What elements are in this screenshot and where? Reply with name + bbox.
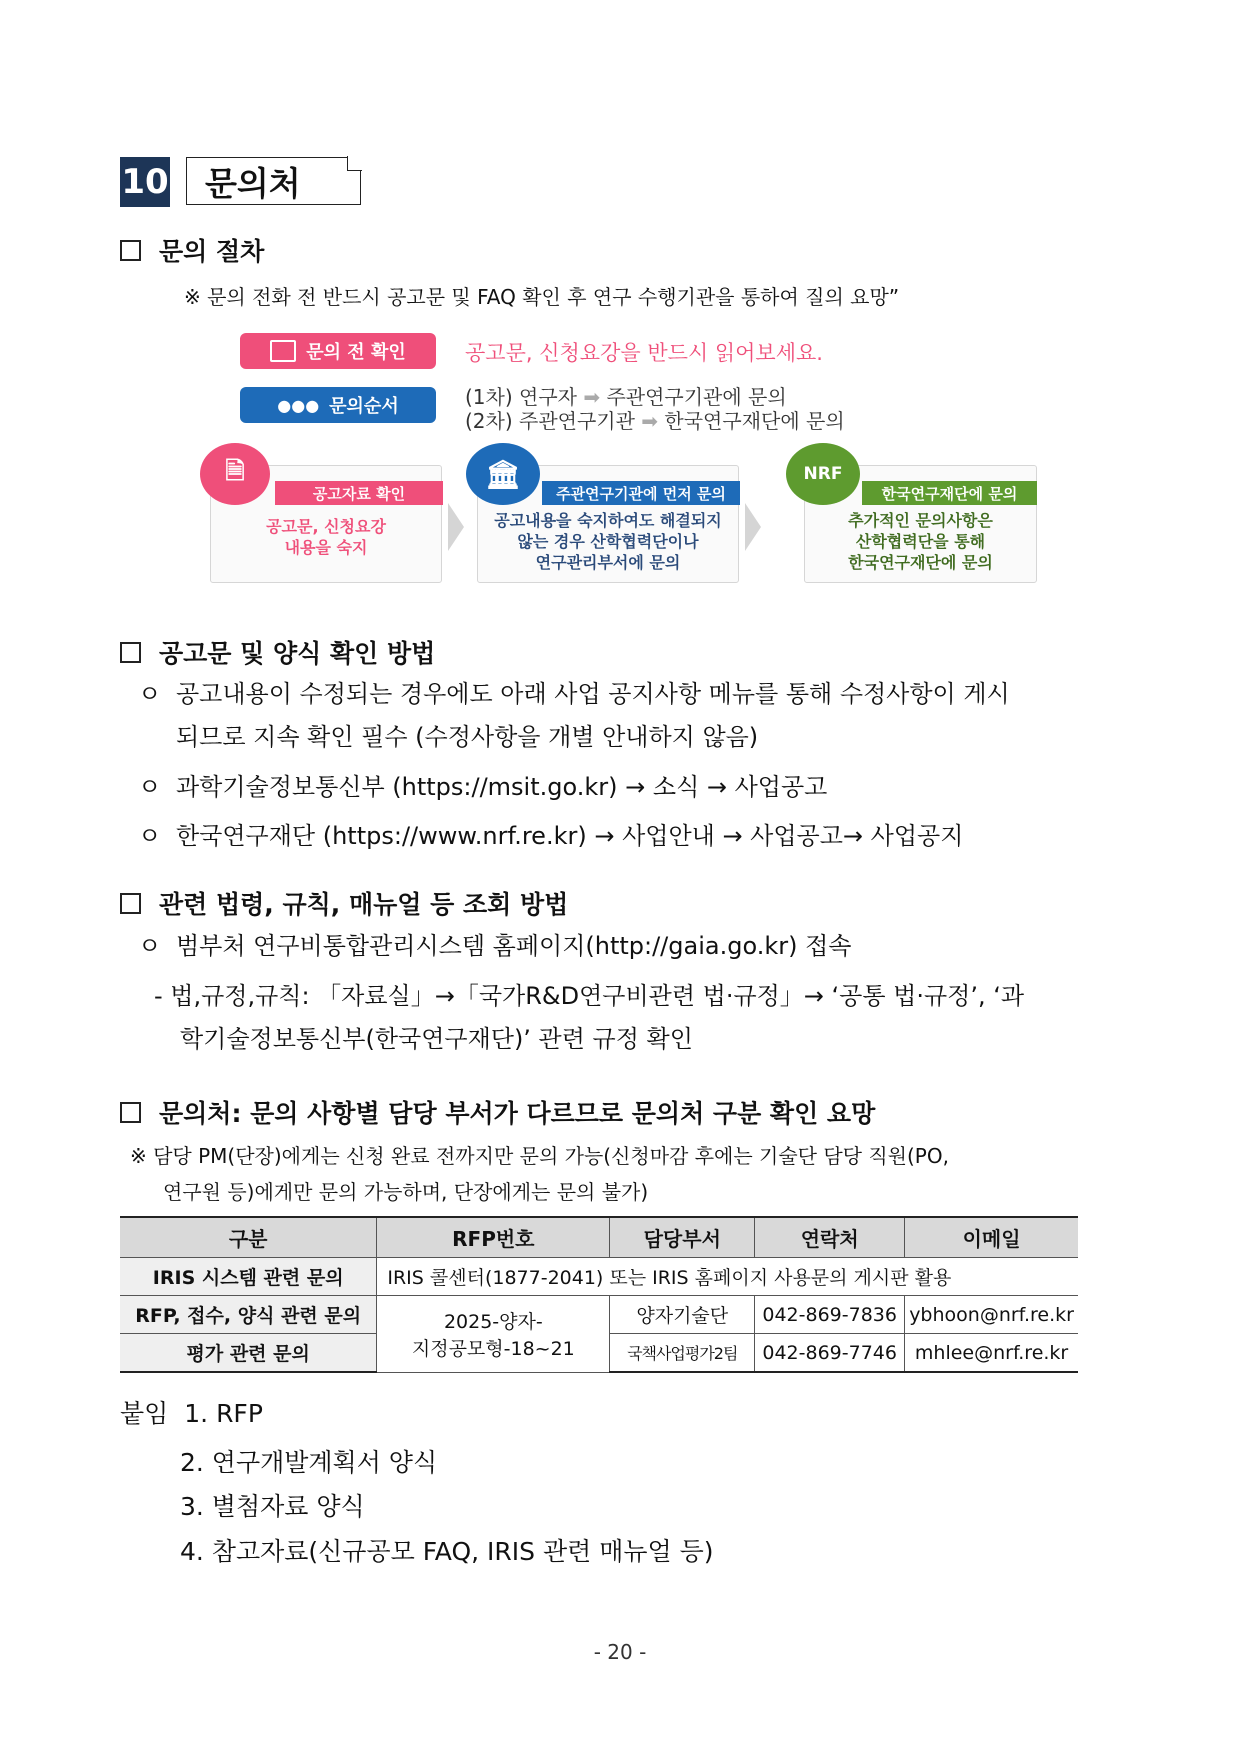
- section-number: 10: [120, 157, 170, 207]
- checkbox-square-icon: [120, 240, 141, 261]
- section-title-text: 문의처: [205, 163, 301, 203]
- check-method-heading-text: 공고문 및 양식 확인 방법: [159, 639, 436, 668]
- attachment-item-2: 2. 연구개발계획서 양식: [180, 1448, 438, 1477]
- bullet-circle-icon: ㅇ: [138, 680, 162, 708]
- card2-line-1: 공고내용을 숙지하여도 해결되지: [494, 511, 722, 530]
- chevron-right-icon: [745, 503, 761, 551]
- people-icon: ●●●: [277, 395, 320, 415]
- inquiry-infographic: [200, 325, 1050, 595]
- check-item-2: [138, 767, 827, 802]
- phone-quantum: 042-869-7836: [755, 1296, 905, 1334]
- card1-tag: 공고자료 확인: [275, 481, 443, 505]
- law-heading-text: 관련 법령, 규칙, 매뉴얼 등 조회 방법: [159, 890, 569, 919]
- order-step-1-from: (1차) 연구자: [465, 385, 577, 409]
- procedure-note: ※ 문의 전화 전 반드시 공고문 및 FAQ 확인 후 연구 수행기관을 통하여 질의 요망”: [184, 285, 900, 309]
- rfp-number-line-2: 지정공모형-18~21: [411, 1337, 575, 1360]
- check-item-2-text: 과학기술정보통신부 (https://msit.go.kr) → 소식 → 사업공고: [176, 773, 828, 801]
- email-quantum[interactable]: ybhoon@nrf.re.kr: [905, 1296, 1078, 1334]
- dept-evaluation: 국책사업평가2팀: [610, 1334, 755, 1373]
- contact-heading-text: 문의처: 문의 사항별 담당 부서가 다르므로 문의처 구분 확인 요망: [159, 1099, 876, 1128]
- card3-line-1: 추가적인 문의사항은: [848, 511, 993, 530]
- contact-note-line-2: 연구원 등)에게만 문의 가능하며, 단장에게는 문의 불가): [163, 1180, 649, 1204]
- order-pill: [240, 387, 436, 423]
- order-step-1-to: 주관연구기관에 문의: [606, 385, 787, 409]
- table-row: [120, 1258, 1078, 1296]
- header-email: 이메일: [905, 1217, 1078, 1258]
- order-step-2: [465, 405, 845, 434]
- law-item-text: 범부처 연구비통합관리시스템 홈페이지(http://gaia.go.kr) 접속: [176, 932, 852, 960]
- card3-tag: 한국연구재단에 문의: [862, 481, 1037, 505]
- document-search-icon: [270, 340, 296, 362]
- page-number: - 20 -: [593, 1640, 647, 1664]
- card2-tag: 주관연구기관에 먼저 문의: [542, 481, 740, 505]
- procedure-heading: [120, 232, 264, 268]
- row-label-iris: IRIS 시스템 관련 문의: [120, 1258, 377, 1296]
- attachment-item-4: 4. 참고자료(신규공모 FAQ, IRIS 관련 매뉴얼 등): [180, 1537, 714, 1566]
- card1-line-2: 내용을 숙지: [284, 538, 368, 557]
- header-phone: 연락처: [755, 1217, 905, 1258]
- rfp-number-cell: [377, 1296, 610, 1373]
- law-sub-line-1: - 법,규정,규칙: 「자료실」→「국가R&D연구비관련 법·규정」→ ‘공통 법·규정’, ‘과: [154, 982, 1025, 1010]
- nrf-logo-icon: NRF: [786, 443, 860, 505]
- corner-fold-icon: [347, 156, 362, 171]
- email-evaluation[interactable]: mhlee@nrf.re.kr: [905, 1334, 1078, 1373]
- check-method-heading: [120, 634, 435, 670]
- table-header-row: [120, 1217, 1078, 1258]
- check-item-1-line-1: [138, 674, 1010, 709]
- chevron-right-icon: [448, 503, 464, 551]
- phone-evaluation: 042-869-7746: [755, 1334, 905, 1373]
- contact-note-line-1: ※ 담당 PM(단장)에게는 신청 완료 전까지만 문의 가능(신청마감 후에는 기술단 담당 직원(PO,: [130, 1144, 949, 1168]
- card2-line-2: 않는 경우 산학협력단이나: [517, 532, 699, 551]
- contact-table: [120, 1216, 1078, 1373]
- checkbox-square-icon: [120, 642, 141, 663]
- attachment-item-3: 3. 별첨자료 양식: [180, 1492, 365, 1521]
- card2-line-3: 연구관리부서에 문의: [535, 553, 681, 572]
- row-label-rfp: RFP, 접수, 양식 관련 문의: [120, 1296, 377, 1334]
- checkbox-square-icon: [120, 1102, 141, 1123]
- check-item-3: [138, 816, 963, 851]
- card3-line-3: 한국연구재단에 문의: [848, 553, 993, 572]
- procedure-heading-text: 문의 절차: [159, 237, 265, 266]
- attachment-label: 붙임: [120, 1399, 169, 1428]
- iris-callcenter-info: IRIS 콜센터(1877-2041) 또는 IRIS 홈페이지 사용문의 게시판 활용: [377, 1258, 1078, 1296]
- rfp-number-line-1: 2025-양자-: [443, 1310, 543, 1333]
- pre-check-pill: [240, 333, 436, 369]
- header-department: 담당부서: [610, 1217, 755, 1258]
- arrow-right-icon: ➡: [583, 385, 601, 409]
- bullet-circle-icon: ㅇ: [138, 773, 162, 801]
- law-heading: [120, 885, 568, 921]
- attachment-item-1: [120, 1394, 263, 1430]
- header-rfp-number: RFP번호: [377, 1217, 610, 1258]
- order-pill-label: 문의순서: [329, 396, 399, 417]
- contact-heading: [120, 1094, 875, 1130]
- arrow-right-icon: ➡: [641, 409, 659, 433]
- law-item: [138, 926, 851, 961]
- check-item-3-text: 한국연구재단 (https://www.nrf.re.kr) → 사업안내 → 사업공고→ 사업공지: [176, 822, 964, 850]
- attachment-item-1-text: 1. RFP: [184, 1399, 263, 1428]
- header-category: 구분: [120, 1217, 377, 1258]
- checkbox-square-icon: [120, 893, 141, 914]
- bullet-circle-icon: ㅇ: [138, 822, 162, 850]
- table-row: [120, 1296, 1078, 1334]
- row-label-evaluation: 평가 관련 문의: [120, 1334, 377, 1373]
- order-step-2-to: 한국연구재단에 문의: [664, 409, 845, 433]
- section-title: [186, 157, 361, 205]
- order-step-2-from: (2차) 주관연구기관: [465, 409, 635, 433]
- dept-quantum: 양자기술단: [610, 1296, 755, 1334]
- bullet-circle-icon: ㅇ: [138, 932, 162, 960]
- check-item-1-text: 공고내용이 수정되는 경우에도 아래 사업 공지사항 메뉴를 통해 수정사항이 게시: [176, 680, 1010, 708]
- document-person-icon: 🗎: [200, 443, 270, 505]
- card3-line-2: 산학협력단을 통해: [855, 532, 986, 551]
- check-item-1-line-2: 되므로 지속 확인 필수 (수정사항을 개별 안내하지 않음): [176, 723, 759, 751]
- institution-building-icon: 🏛: [466, 443, 540, 505]
- pre-check-pill-label: 문의 전 확인: [306, 342, 406, 363]
- law-sub-line-2: 학기술정보통신부(한국연구재단)’ 관련 규정 확인: [180, 1025, 693, 1053]
- card1-line-1: 공고문, 신청요강: [266, 517, 386, 536]
- pre-check-text: 공고문, 신청요강을 반드시 읽어보세요.: [465, 341, 823, 365]
